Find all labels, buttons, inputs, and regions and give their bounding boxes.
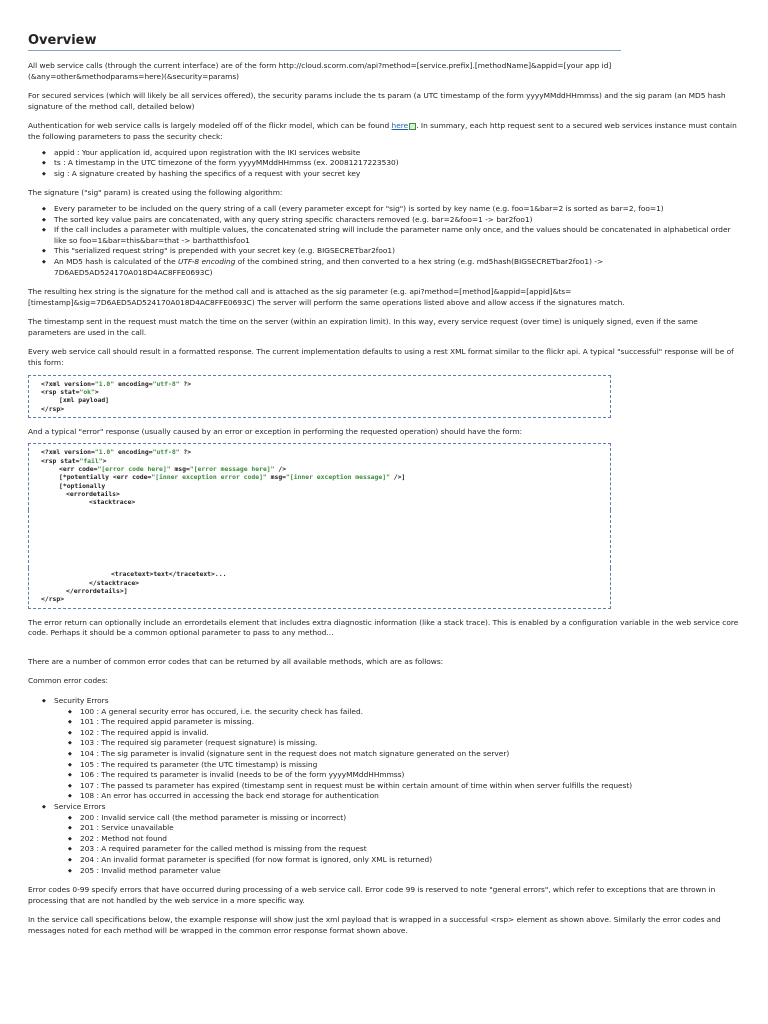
- list-item: ◆ The sorted key value pairs are concatenated, with any query string specific characters removed (e.g. bar=2&foo=1 -> bar2foo1): [42, 215, 740, 226]
- common-label: Common error codes:: [28, 676, 109, 686]
- list-item: ◆ An MD5 hash is calculated of the UTF-8 encoding of the combined string, and then converted to a hex string (e.g. md5hash(BIGSECRETbar2foo1) -> 7D6AED5AD524170A018D4AC8FFE0693C): [42, 257, 740, 278]
- list-item: ◆ 101 : The required appid parameter is missing.: [68, 717, 740, 728]
- error-paragraph: And a typical "error" response (usually caused by an error or exception in performing the requested operation) should have the form:: [28, 426, 523, 436]
- hex-paragraph: The resulting hex string is the signature for the method call and is attached as the sig parameter (e.g. api?method=[method]&appid=[appid]&ts=[timestamp]&sig=7D6AED5AD524170A018D4AC8FFE0693C) The server will perform the same operations listed above and allow access if the signatures match.: [28, 287, 625, 307]
- list-item: ◆ 102 : The required appid is invalid.: [68, 728, 740, 739]
- service-errors-list: [68, 813, 740, 877]
- timestamp-paragraph: The timestamp sent in the request must match the time on the server (within an expiration limit). In this way, every service request (over time) is uniquely signed, even if the same parameters are used in the call.: [28, 317, 698, 337]
- intro-paragraph: All web service calls (through the current interface) are of the form http://cloud.scorm.com/api?method=[service.prefix].[methodName]&appid=[your app id](&any=other&methodparams=here)(&security=params): [28, 61, 612, 81]
- auth-paragraph: Authentication for web service calls is largely modeled off of the flickr model, which can be found here . In summary, each http request sent to a secured web services instance must contain the following parameters to pass the security check:: [28, 121, 737, 141]
- list-item: ◆ Security Errors ◆ 100 : A general security error has occured, i.e. the security check has failed. ◆ 101 : The required appid parameter is missing. ◆ 102 : The required appid is invalid. ◆ 103 : The required sig parameter (request signature) is missing. ◆ 104 : The sig parameter is invalid (signature sent in the request does not match signature generated on the server) ◆ 105 : The required ts parameter (the UTC timestamp) is missing ◆ 106 : The required ts parameter is invalid (needs to be of the form yyyyMMddHHmmss) ◆ 107 : The passed ts parameter has expired (timestamp sent in request must be within certain amount of time within when server fulfills the request) ◆ 108 : An error has occurred in accessing the back end storage for authentication: [42, 696, 740, 802]
- flickr-link[interactable]: here: [391, 121, 409, 131]
- list-item: ◆ ts : A timestamp in the UTC timezone of the form yyyyMMddHHmmss (ex. 20081217223530): [42, 158, 740, 169]
- list-item: ◆ Every parameter to be included on the query string of a call (every parameter except for "sig") is sorted by key name (e.g. foo=1&bar=2 is sorted as bar=2, foo=1): [42, 204, 740, 215]
- algorithm-list: [42, 204, 740, 278]
- list-item: ◆ 108 : An error has occurred in accessing the back end storage for authentication: [68, 791, 740, 802]
- list-item: ◆ 106 : The required ts parameter is invalid (needs to be of the form yyyyMMddHHmmss): [68, 770, 740, 781]
- list-item: ◆ If the call includes a parameter with multiple values, the concatenated string will include the parameter name only once, and the values should be concatenated in alphabetical order like so foo=1&bar=this&bar=that -> barthatthisfoo1: [42, 225, 740, 246]
- secured-paragraph: For secured services (which will likely be all services offered), the security params include the ts param (a UTC timestamp of the form yyyyMMddHHmmss) and the sig param (an MD5 hash signature of the method call, detailed below): [28, 91, 726, 111]
- codes-paragraph: Error codes 0-99 specify errors that have occurred during processing of a web service call. Error code 99 is reserved to note "general errors", which refer to exceptions that are thrown in processing that are not handled by the web service in a more specific way.: [28, 885, 716, 905]
- list-item: ◆ 104 : The sig parameter is invalid (signature sent in the request does not match signature generated on the server): [68, 749, 740, 760]
- code-block-gap: [28, 510, 611, 568]
- error-code-block-continued: <tracetext>text</tracetext>... </stacktrace> </errordetails>] </rsp>: [28, 568, 611, 608]
- common-paragraph: There are a number of common error codes that can be returned by all available methods, which are as follows:: [28, 656, 444, 666]
- error-groups-list: [42, 696, 740, 876]
- page-title: Overview: [28, 0, 621, 51]
- list-item: ◆ 203 : A required parameter for the called method is missing from the request: [68, 844, 740, 855]
- list-item: ◆ 202 : Method not found: [68, 834, 740, 845]
- list-item: ◆ 200 : Invalid service call (the method parameter is missing or incorrect): [68, 813, 740, 824]
- list-item: ◆ This "serialized request string" is prepended with your secret key (e.g. BIGSECRETbar2foo1): [42, 246, 740, 257]
- list-item: ◆ 105 : The required ts parameter (the UTC timestamp) is missing: [68, 760, 740, 771]
- list-item: ◆ 205 : Invalid method parameter value: [68, 866, 740, 877]
- list-item: ◆ sig : A signature created by hashing the specifics of a request with your secret key: [42, 169, 740, 180]
- list-item: ◆ appid : Your application id, acquired upon registration with the IKI services website: [42, 148, 740, 159]
- response-paragraph: Every web service call should result in a formatted response. The current implementation defaults to using a rest XML format similar to the flickr api. A typical "successful" response will be of this form:: [28, 347, 734, 368]
- errordetails-paragraph: The error return can optionally include an errordetails element that includes extra diagnostic information (like a stack trace). This is enabled by a configuration variable in the web service core code. Perhaps it should be a common optional parameter to pass to any method...: [28, 617, 739, 638]
- final-paragraph: In the service call specifications below, the example response will show just the xml payload that is wrapped in a successful <rsp> element as shown above. Similarly the error codes and messages noted for each method will be wrapped in the common error response format shown above.: [28, 915, 721, 935]
- params-list: [42, 148, 740, 180]
- security-errors-list: [68, 707, 740, 802]
- list-item: ◆ 201 : Service unavailable: [68, 823, 740, 834]
- list-item: ◆ 103 : The required sig parameter (request signature) is missing.: [68, 738, 740, 749]
- list-item: ◆ 100 : A general security error has occured, i.e. the security check has failed.: [68, 707, 740, 718]
- sig-intro: The signature ("sig" param) is created using the following algorithm:: [28, 188, 283, 198]
- list-item: ◆ 204 : An invalid format parameter is specified (for now format is ignored, only XML is returned): [68, 855, 740, 866]
- list-item: ◆ Service Errors ◆ 200 : Invalid service call (the method parameter is missing or incorrect) ◆ 201 : Service unavailable ◆ 202 : Method not found ◆ 203 : A required parameter for the called method is missing from the request ◆ 204 : An invalid format parameter is specified (for now format is ignored, only XML is returned) ◆ 205 : Invalid method parameter value: [42, 802, 740, 876]
- error-code-block: <?xml version="1.0" encoding="utf-8" ?> <rsp stat="fail"> <err code="[error code here]" msg="[error message here]" /> [*potentially <err code="[inner exception error code]" msg="[inner exception message]" />] [*optionally <errordetails> <stacktrace>: [28, 443, 611, 510]
- success-code-block: <?xml version="1.0" encoding="utf-8" ?> <rsp stat="ok"> [xml payload] </rsp>: [28, 375, 611, 418]
- list-item: ◆ 107 : The passed ts parameter has expired (timestamp sent in request must be within certain amount of time within when server fulfills the request): [68, 781, 740, 792]
